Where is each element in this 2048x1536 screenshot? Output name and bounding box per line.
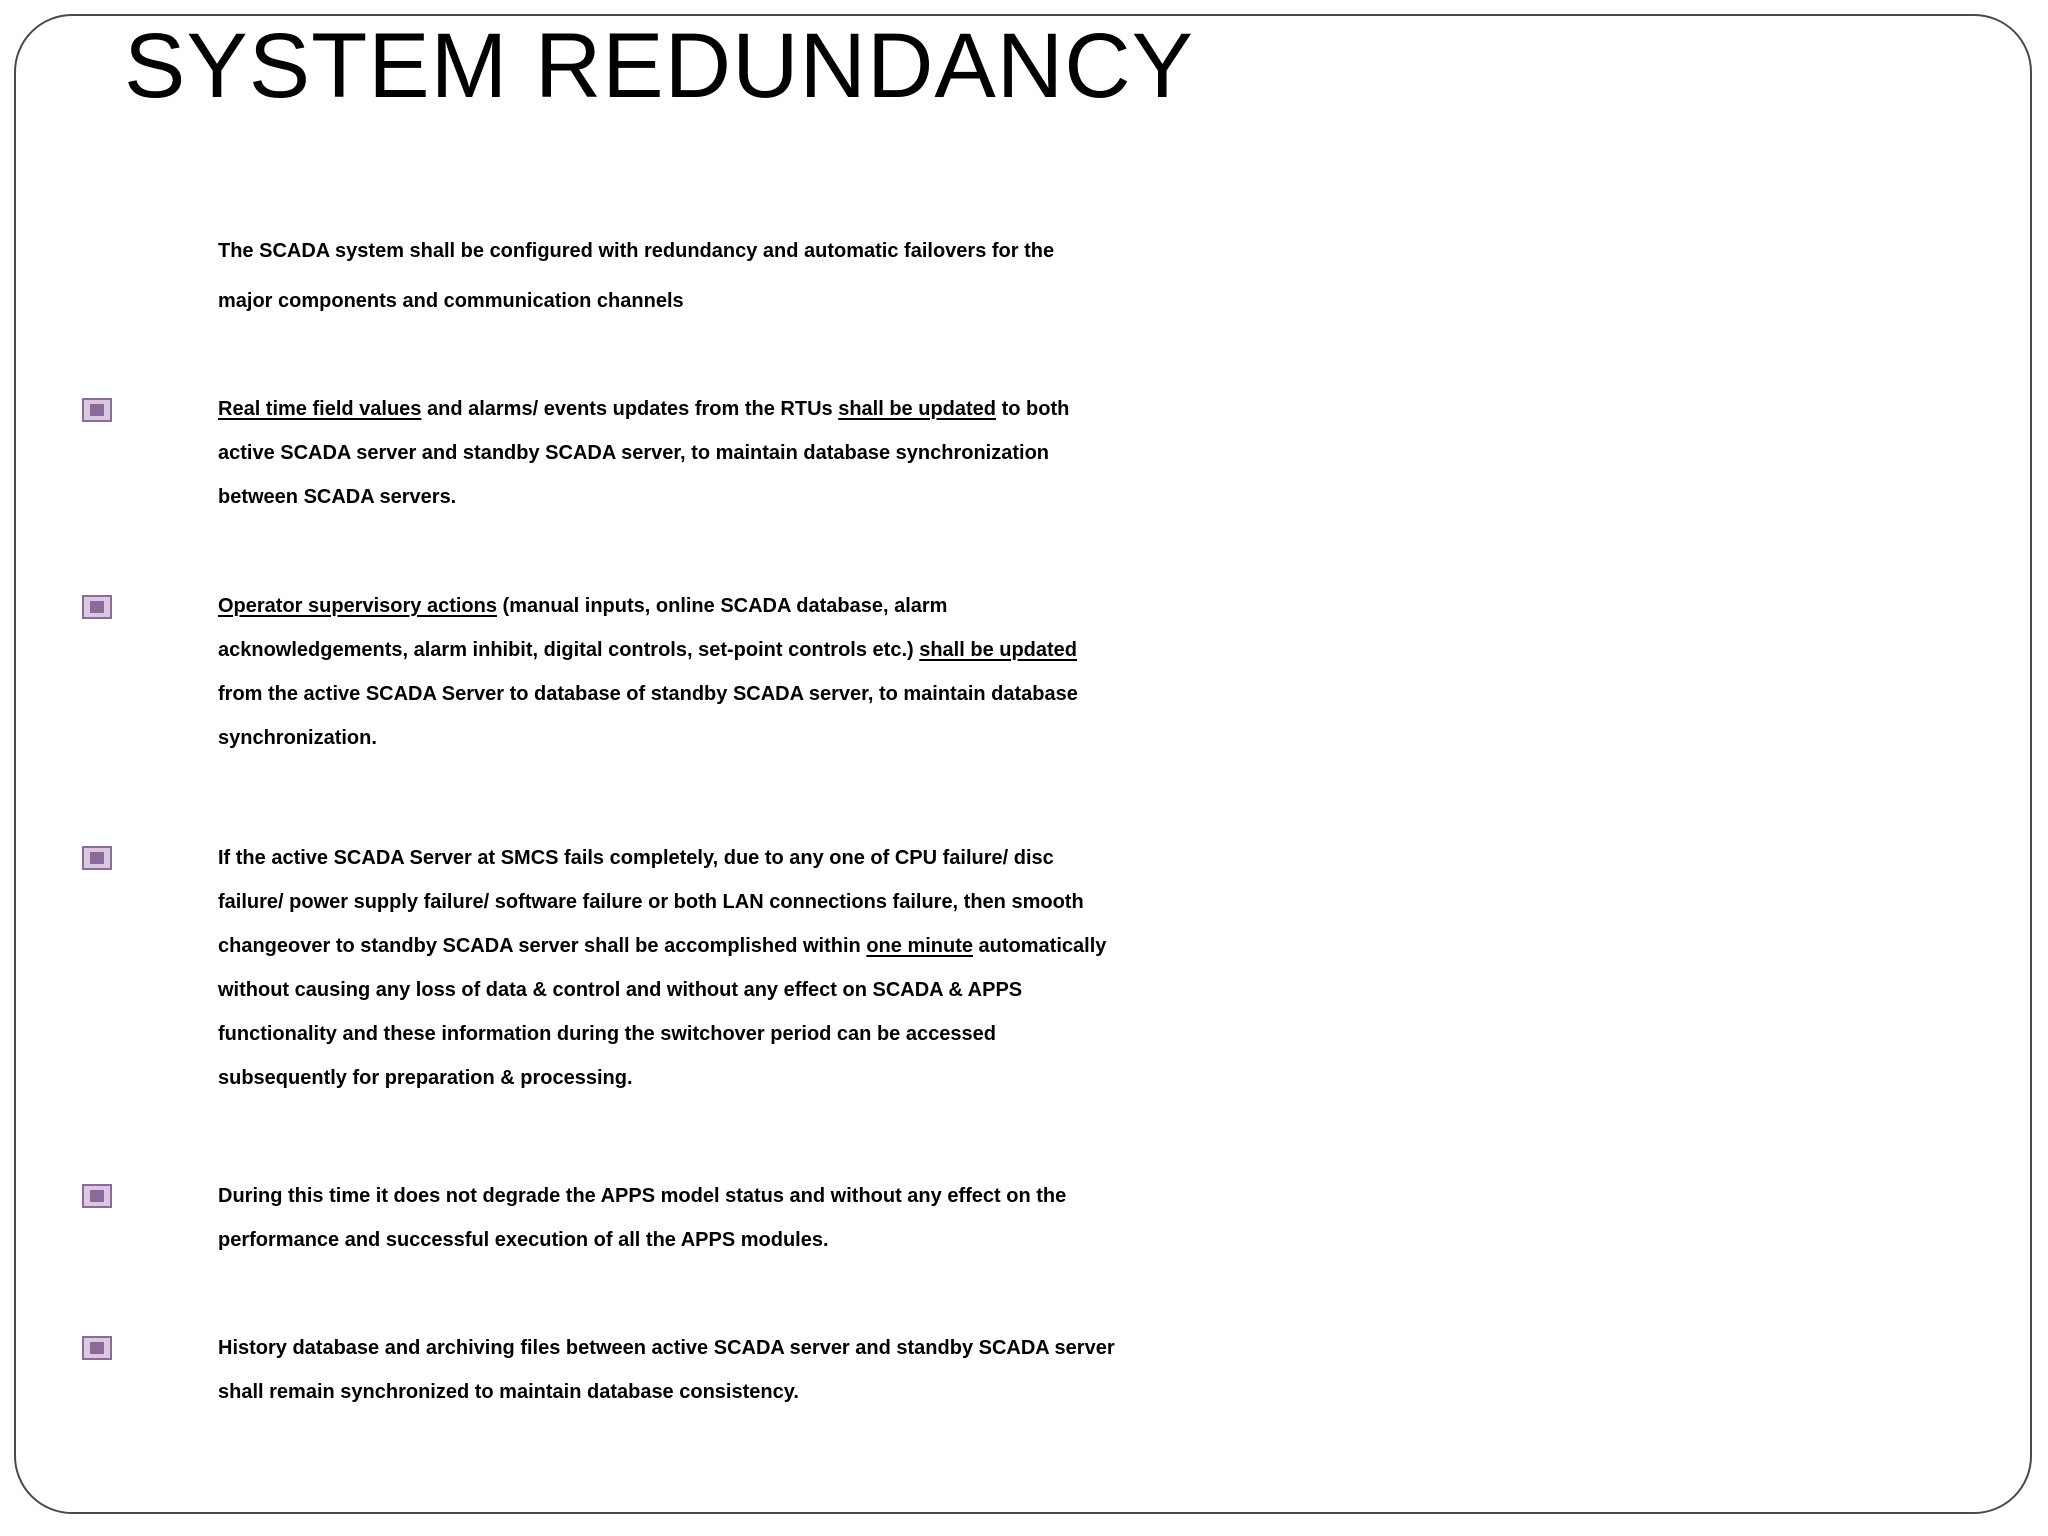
bullet-square-icon bbox=[82, 846, 112, 870]
underlined-phrase: Operator supervisory actions bbox=[218, 595, 497, 617]
underlined-phrase: shall be updated bbox=[919, 639, 1078, 661]
bullet-line: without causing any loss of data & control and without any effect on SCADA & APPS bbox=[218, 979, 1023, 1001]
bullet-line bbox=[218, 628, 2032, 672]
slide-title: SYSTEM REDUNDANCY bbox=[124, 15, 1195, 117]
bullet-paragraph-1 bbox=[218, 387, 2032, 519]
bullet-line: subsequently for preparation & processing. bbox=[218, 1067, 633, 1089]
bullet-square-icon bbox=[82, 595, 112, 619]
bullet-square-icon bbox=[82, 1336, 112, 1360]
intro-paragraph bbox=[218, 226, 2032, 326]
underlined-phrase: shall be updated bbox=[838, 398, 997, 420]
bullet-line: functionality and these information during the switchover period can be accessed bbox=[218, 1023, 996, 1045]
bullet-line: from the active SCADA Server to database of standby SCADA server, to maintain database bbox=[218, 683, 1078, 705]
underlined-phrase: one minute bbox=[866, 935, 973, 957]
text-run: automatically bbox=[973, 935, 1107, 957]
bullet-line bbox=[218, 584, 2032, 628]
text-run: and alarms/ events updates from the RTUs bbox=[421, 398, 839, 420]
text-run: acknowledgements, alarm inhibit, digital controls, set-point controls etc.) bbox=[218, 639, 920, 661]
bullet-square-icon bbox=[82, 1184, 112, 1208]
bullet-line: failure/ power supply failure/ software failure or both LAN connections failure, then smooth bbox=[218, 891, 1084, 913]
bullet-line: History database and archiving files between active SCADA server and standby SCADA server bbox=[218, 1337, 1115, 1359]
text-run: changeover to standby SCADA server shall be accomplished within bbox=[218, 935, 867, 957]
text-run: (manual inputs, online SCADA database, alarm bbox=[496, 595, 948, 617]
bullet-paragraph-2 bbox=[218, 584, 2032, 760]
bullet-line: performance and successful execution of all the APPS modules. bbox=[218, 1229, 829, 1251]
bullet-line: active SCADA server and standby SCADA server, to maintain database synchronization bbox=[218, 442, 1049, 464]
bullet-line: synchronization. bbox=[218, 727, 377, 749]
bullet-line bbox=[218, 924, 2032, 968]
intro-line: The SCADA system shall be configured with redundancy and automatic failovers for the bbox=[218, 240, 1055, 262]
bullet-line: During this time it does not degrade the APPS model status and without any effect on the bbox=[218, 1185, 1067, 1207]
bullet-paragraph-4 bbox=[218, 1174, 2032, 1262]
bullet-line bbox=[218, 387, 2032, 431]
underlined-phrase: Real time field values bbox=[218, 398, 422, 420]
bullet-line: between SCADA servers. bbox=[218, 486, 457, 508]
bullet-line: If the active SCADA Server at SMCS fails completely, due to any one of CPU failure/ disc bbox=[218, 847, 1054, 869]
bullet-paragraph-5 bbox=[218, 1326, 2032, 1414]
text-run: to both bbox=[996, 398, 1070, 420]
bullet-square-icon bbox=[82, 398, 112, 422]
bullet-line: shall remain synchronized to maintain database consistency. bbox=[218, 1381, 799, 1403]
intro-line: major components and communication channels bbox=[218, 290, 684, 312]
bullet-paragraph-3 bbox=[218, 836, 2032, 1100]
